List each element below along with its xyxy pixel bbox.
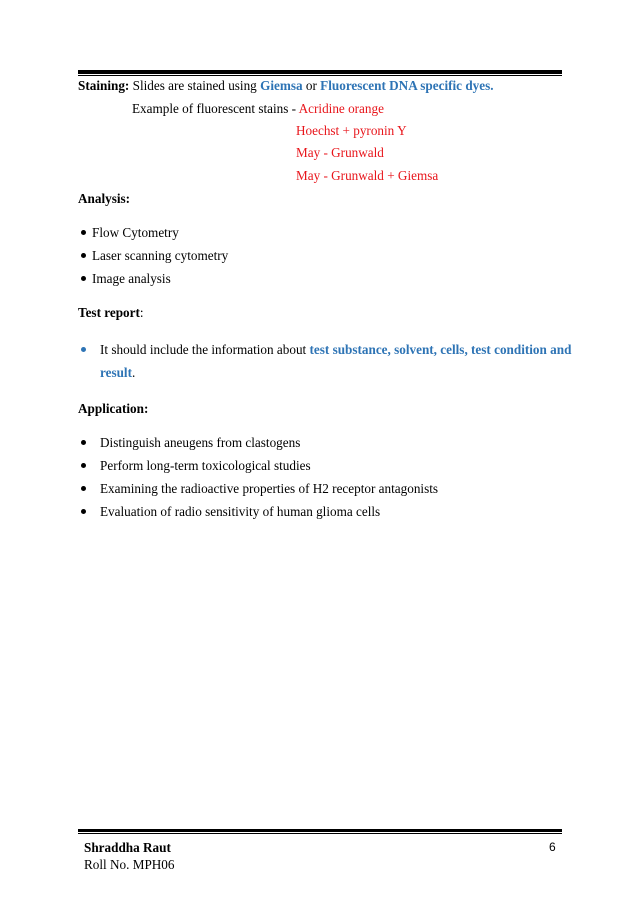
application-item: Examining the radioactive properties of H2 receptor antagonists <box>100 481 439 496</box>
staining-line <box>78 78 494 94</box>
fluorescent-term: Fluorescent DNA specific dyes. <box>320 78 494 93</box>
author-name: Shraddha Raut <box>84 840 171 855</box>
test-report-terms: test substance, solvent, cells, test condition and <box>309 342 572 357</box>
application-heading: Application: <box>78 401 149 416</box>
stain-item: May - Grunwald + Giemsa <box>296 168 439 183</box>
example-line <box>132 101 384 117</box>
staining-heading: Staining: <box>78 78 130 93</box>
application-item: Distinguish aneugens from clastogens <box>100 435 301 450</box>
header-rule-thin <box>78 75 562 76</box>
stain-item: Acridine orange <box>298 101 384 116</box>
analysis-item: Image analysis <box>92 271 171 286</box>
bullet-icon <box>81 253 86 258</box>
analysis-item: Flow Cytometry <box>92 225 179 240</box>
header-rule <box>78 70 562 74</box>
footer-rule-thin <box>78 833 562 834</box>
bullet-icon <box>81 463 86 468</box>
roll-number: Roll No. MPH06 <box>84 857 175 872</box>
bullet-icon <box>81 509 86 514</box>
test-report-line-2 <box>100 365 135 381</box>
test-report-colon: : <box>139 305 144 320</box>
test-report-period: . <box>132 365 136 380</box>
or-text: or <box>302 78 321 93</box>
stain-item: May - Grunwald <box>296 145 384 160</box>
test-report-line-1 <box>100 342 571 358</box>
example-prefix: Example of fluorescent stains - <box>132 101 299 116</box>
test-report-text: It should include the information about <box>100 342 310 357</box>
page-number: 6 <box>549 840 556 854</box>
analysis-heading: Analysis: <box>78 191 131 206</box>
giemsa-term: Giemsa <box>260 78 303 93</box>
stain-item: Hoechst + pyronin Y <box>296 123 407 138</box>
test-report-heading: Test report <box>78 305 140 320</box>
test-report-result: result <box>100 365 132 380</box>
test-report-heading-line <box>78 305 144 321</box>
footer-rule <box>78 829 562 832</box>
bullet-icon <box>81 230 86 235</box>
analysis-item: Laser scanning cytometry <box>92 248 229 263</box>
bullet-icon <box>81 486 86 491</box>
staining-text: Slides are stained using <box>129 78 261 93</box>
bullet-icon <box>81 440 86 445</box>
application-item: Evaluation of radio sensitivity of human glioma cells <box>100 504 381 519</box>
bullet-icon <box>81 276 86 281</box>
bullet-icon <box>81 347 86 352</box>
application-item: Perform long-term toxicological studies <box>100 458 311 473</box>
